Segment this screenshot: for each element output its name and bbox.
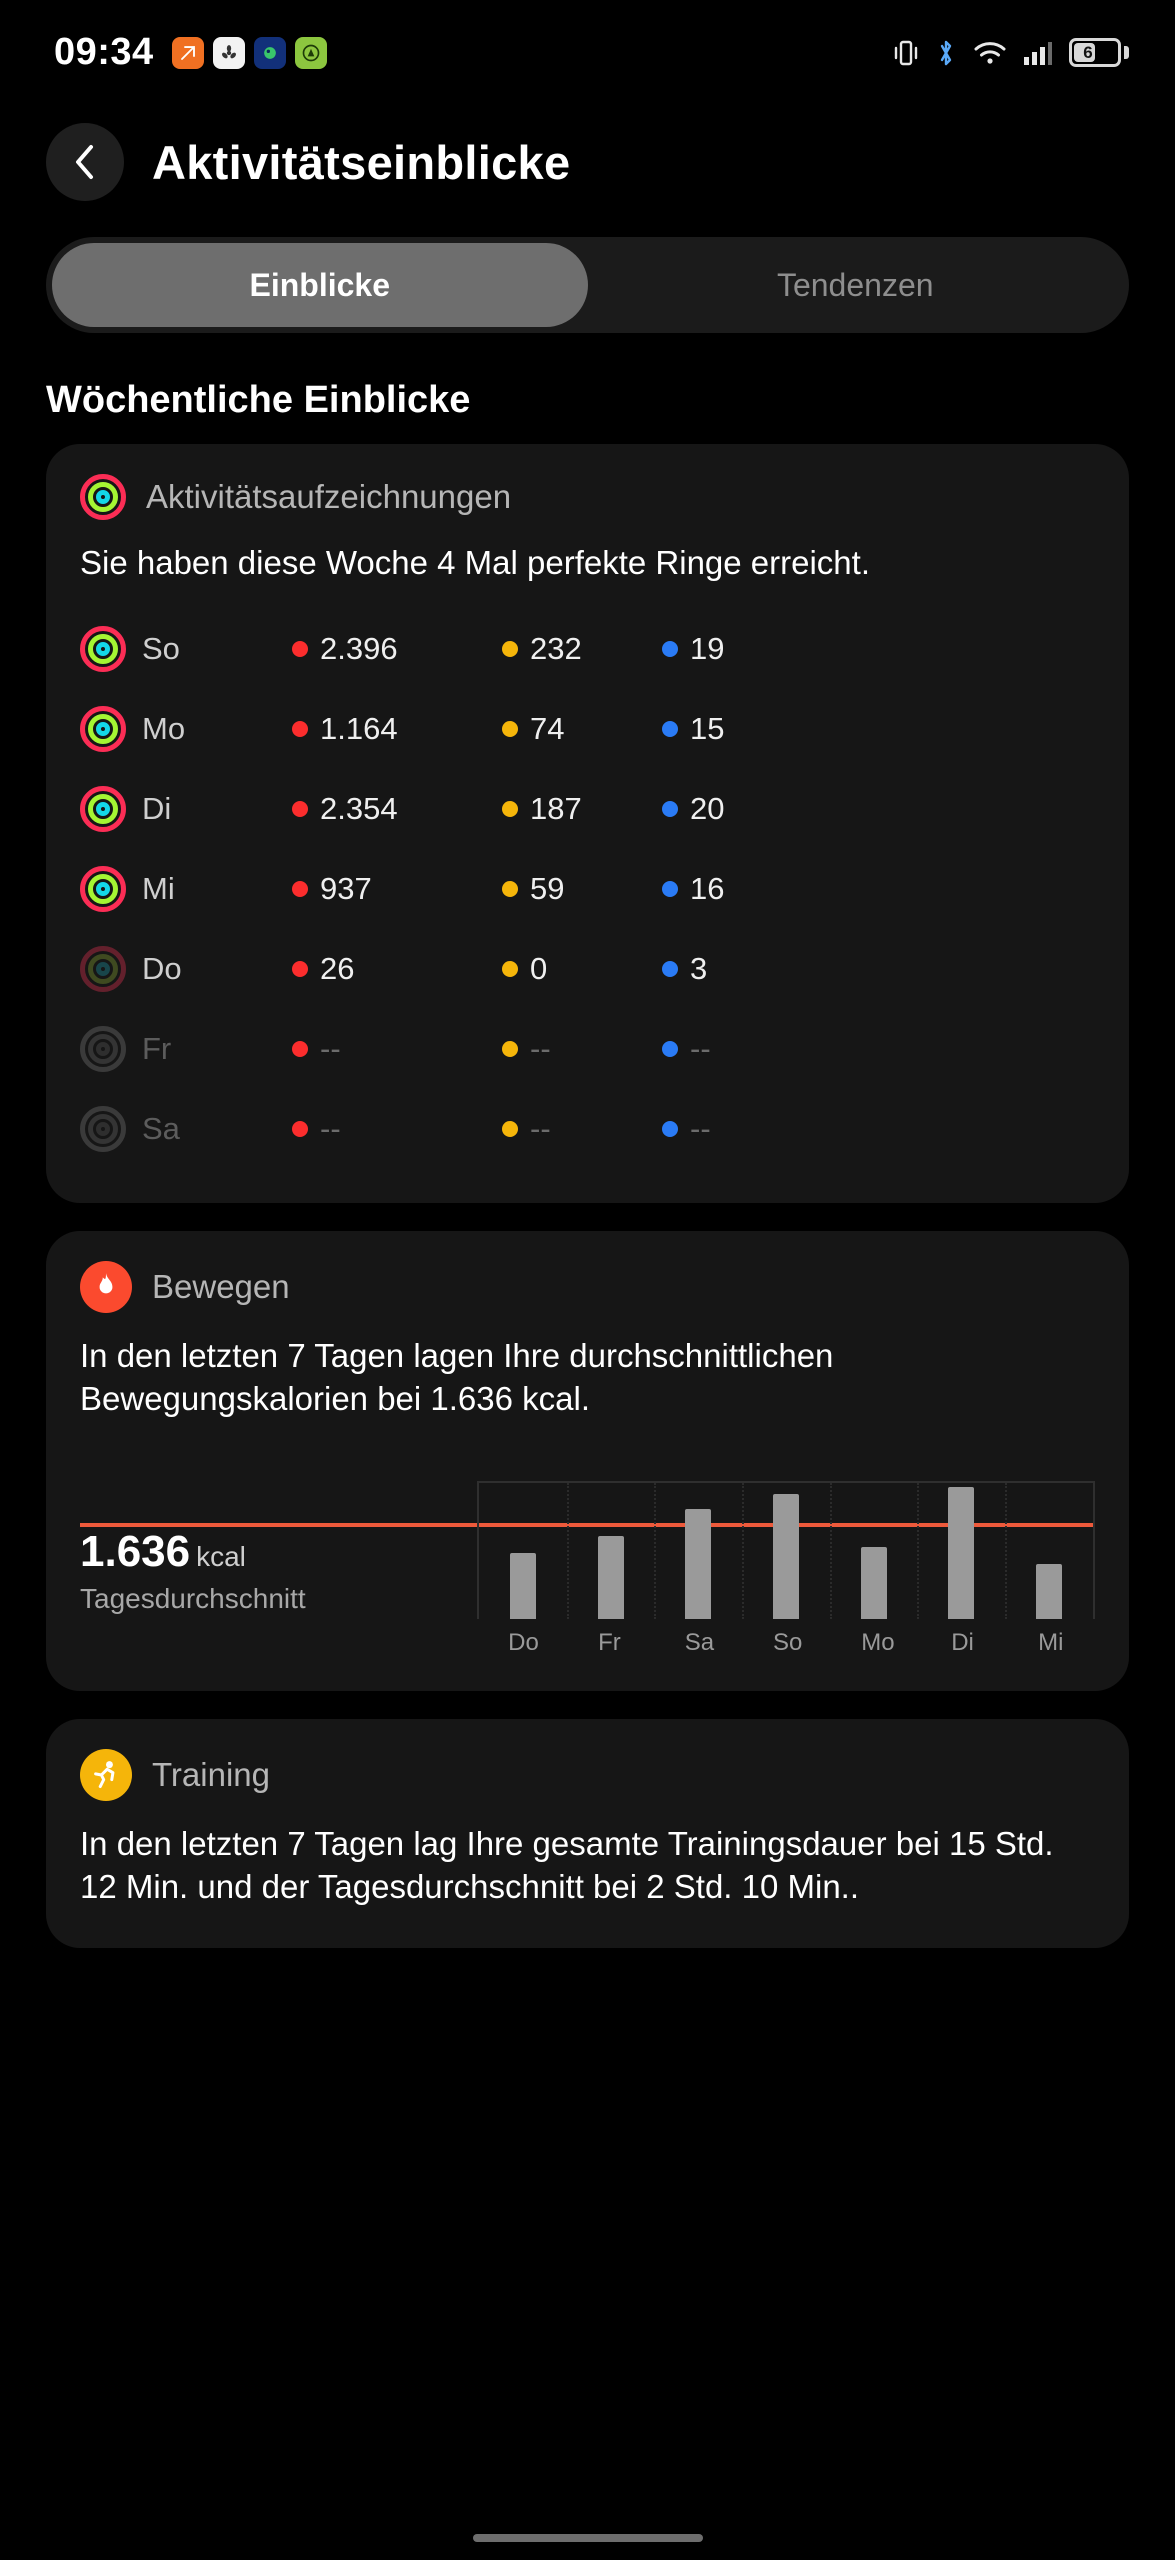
chart-x-label: Mo [861, 1628, 895, 1656]
day-rings [80, 1106, 142, 1152]
wifi-icon [973, 40, 1007, 66]
day-metrics [292, 951, 1095, 987]
day-label: So [142, 630, 180, 666]
chart-x-label: So [772, 1628, 803, 1656]
exercise-dot-icon [502, 881, 518, 897]
exercise-dot-icon [502, 641, 518, 657]
stand-dot-icon [662, 1121, 678, 1137]
activity-card-header [80, 474, 1095, 520]
day-metrics [292, 1111, 1095, 1147]
stand-value: -- [690, 1030, 711, 1066]
table-row [80, 1089, 1095, 1169]
stand-value: 16 [690, 870, 725, 906]
chart-bar [861, 1547, 887, 1619]
exercise-value: 232 [530, 630, 582, 666]
move-card[interactable] [46, 1231, 1129, 1691]
day-metrics [292, 791, 1095, 827]
exercise-dot-icon [502, 1121, 518, 1137]
exercise-dot-icon [502, 721, 518, 737]
activity-records-card[interactable] [46, 444, 1129, 1203]
green-app-icon [295, 37, 327, 69]
move-card-title: Bewegen [152, 1267, 290, 1305]
move-metric [292, 871, 502, 907]
status-bar-left [54, 31, 327, 74]
stand-metric [662, 791, 802, 827]
table-row [80, 689, 1095, 769]
chart-x-label: Mi [1038, 1628, 1064, 1656]
tab-bar [46, 237, 1129, 333]
section-title: Wöchentliche Einblicke [46, 379, 471, 421]
chart-plot [477, 1481, 1095, 1619]
chart-bar [948, 1487, 974, 1619]
move-average-unit: kcal [196, 1540, 246, 1572]
day-label: Mi [142, 870, 175, 906]
move-metric [292, 631, 502, 667]
page-header [0, 105, 1175, 223]
activity-rings-icon [80, 1106, 126, 1152]
activity-card-summary: Sie haben diese Woche 4 Mal perfekte Ringe erreicht. [80, 544, 871, 581]
training-card[interactable] [46, 1719, 1129, 1949]
exercise-value: 74 [530, 710, 565, 746]
exercise-value: -- [530, 1030, 551, 1066]
battery-percent: 6 [1083, 42, 1093, 62]
move-average-block [80, 1527, 306, 1615]
stand-metric [662, 631, 802, 667]
navy-app-icon [254, 37, 286, 69]
exercise-metric [502, 951, 662, 987]
table-row [80, 769, 1095, 849]
day-label: Do [142, 950, 182, 986]
move-value: -- [320, 1110, 341, 1146]
stand-value: -- [690, 1110, 711, 1146]
stand-value: 3 [690, 950, 708, 986]
move-value: 26 [320, 950, 355, 986]
move-chart-area [80, 1457, 1095, 1657]
move-value: 2.354 [320, 790, 398, 826]
day-rings [80, 706, 142, 752]
activity-rings-icon [80, 1026, 126, 1072]
chart-bar [598, 1536, 624, 1619]
day-label: Fr [142, 1030, 172, 1066]
status-bar [0, 0, 1175, 105]
back-button[interactable] [46, 123, 124, 201]
activity-day-list [80, 609, 1095, 1169]
stand-value: 20 [690, 790, 725, 826]
move-dot-icon [292, 1121, 308, 1137]
stand-metric [662, 871, 802, 907]
table-row [80, 609, 1095, 689]
chart-x-label: Do [508, 1628, 539, 1656]
battery-indicator [1069, 38, 1129, 67]
chart-x-label: Fr [598, 1628, 621, 1656]
activity-rings-icon [80, 786, 126, 832]
day-metrics [292, 1031, 1095, 1067]
move-dot-icon [292, 1041, 308, 1057]
exercise-value: 0 [530, 950, 548, 986]
page-title: Aktivitätseinblicke [152, 135, 571, 189]
stand-metric [662, 711, 802, 747]
chart-bar [1036, 1564, 1062, 1618]
stand-value: 15 [690, 710, 725, 746]
move-dot-icon [292, 881, 308, 897]
move-dot-icon [292, 801, 308, 817]
exercise-metric [502, 871, 662, 907]
table-row [80, 929, 1095, 1009]
stand-dot-icon [662, 801, 678, 817]
day-rings [80, 626, 142, 672]
day-metrics [292, 631, 1095, 667]
day-metrics [292, 871, 1095, 907]
activity-rings-icon [80, 866, 126, 912]
stand-value: 19 [690, 630, 725, 666]
training-card-summary: In den letzten 7 Tagen lag Ihre gesamte Trainingsdauer bei 15 Std. 12 Min. und der Tagesdurchschnitt bei 2 Std. 10 Min.. [80, 1824, 1054, 1905]
activity-rings-icon [80, 706, 126, 752]
move-card-header [80, 1261, 1095, 1313]
table-row [80, 849, 1095, 929]
chart-bar [510, 1553, 536, 1618]
exercise-dot-icon [502, 1041, 518, 1057]
move-dot-icon [292, 641, 308, 657]
move-average-value: 1.636 [80, 1526, 191, 1576]
chart-bar [685, 1509, 711, 1619]
exercise-value: 59 [530, 870, 565, 906]
exercise-dot-icon [502, 961, 518, 977]
activity-rings-icon [80, 626, 126, 672]
day-label: Mo [142, 710, 186, 746]
stand-dot-icon [662, 961, 678, 977]
stand-dot-icon [662, 1041, 678, 1057]
notification-icons [172, 37, 327, 69]
training-card-header [80, 1749, 1095, 1801]
move-average-caption: Tagesdurchschnitt [80, 1582, 306, 1614]
exercise-metric [502, 791, 662, 827]
stand-dot-icon [662, 641, 678, 657]
running-icon [80, 1749, 132, 1801]
activity-card-title: Aktivitätsaufzeichnungen [146, 478, 512, 515]
move-metric [292, 711, 502, 747]
move-value: 2.396 [320, 630, 398, 666]
chevron-left-icon [70, 142, 100, 182]
day-rings [80, 946, 142, 992]
bluetooth-icon [935, 38, 957, 68]
move-average-row [80, 1527, 306, 1577]
stand-dot-icon [662, 721, 678, 737]
stand-metric [662, 1031, 802, 1067]
signal-icon [1023, 40, 1053, 66]
day-rings [80, 786, 142, 832]
activity-rings-icon [80, 474, 126, 520]
activity-rings-icon [80, 946, 126, 992]
vibrate-icon [893, 38, 919, 68]
status-clock: 09:34 [54, 31, 154, 73]
move-value: -- [320, 1030, 341, 1066]
day-label: Sa [142, 1110, 180, 1146]
exercise-metric [502, 631, 662, 667]
exercise-metric [502, 1031, 662, 1067]
move-metric [292, 951, 502, 987]
stand-dot-icon [662, 881, 678, 897]
day-rings [80, 1026, 142, 1072]
move-dot-icon [292, 721, 308, 737]
status-bar-right [893, 38, 1129, 68]
table-row [80, 1009, 1095, 1089]
day-label: Di [142, 790, 172, 826]
chart-x-label: Sa [684, 1628, 715, 1656]
exercise-value: 187 [530, 790, 582, 826]
orange-app-icon [172, 37, 204, 69]
stand-metric [662, 951, 802, 987]
chart-bar [773, 1494, 799, 1619]
white-app-icon [213, 37, 245, 69]
move-value: 937 [320, 870, 372, 906]
training-card-title: Training [152, 1755, 270, 1793]
chart-x-label: Di [951, 1628, 974, 1656]
exercise-value: -- [530, 1110, 551, 1146]
home-indicator[interactable] [473, 2534, 703, 2542]
move-metric [292, 1111, 502, 1147]
move-metric [292, 791, 502, 827]
stand-metric [662, 1111, 802, 1147]
exercise-metric [502, 711, 662, 747]
day-metrics [292, 711, 1095, 747]
move-bar-chart [477, 1481, 1095, 1657]
move-dot-icon [292, 961, 308, 977]
move-card-summary: In den letzten 7 Tagen lagen Ihre durchschnittlichen Bewegungskalorien bei 1.636 kcal. [80, 1336, 834, 1417]
exercise-metric [502, 1111, 662, 1147]
tab-tendenzen[interactable]: Tendenzen [776, 266, 934, 303]
flame-icon [80, 1261, 132, 1313]
move-value: 1.164 [320, 710, 398, 746]
day-rings [80, 866, 142, 912]
move-metric [292, 1031, 502, 1067]
chart-x-labels [477, 1629, 1095, 1657]
tab-einblicke[interactable]: Einblicke [52, 243, 588, 327]
exercise-dot-icon [502, 801, 518, 817]
